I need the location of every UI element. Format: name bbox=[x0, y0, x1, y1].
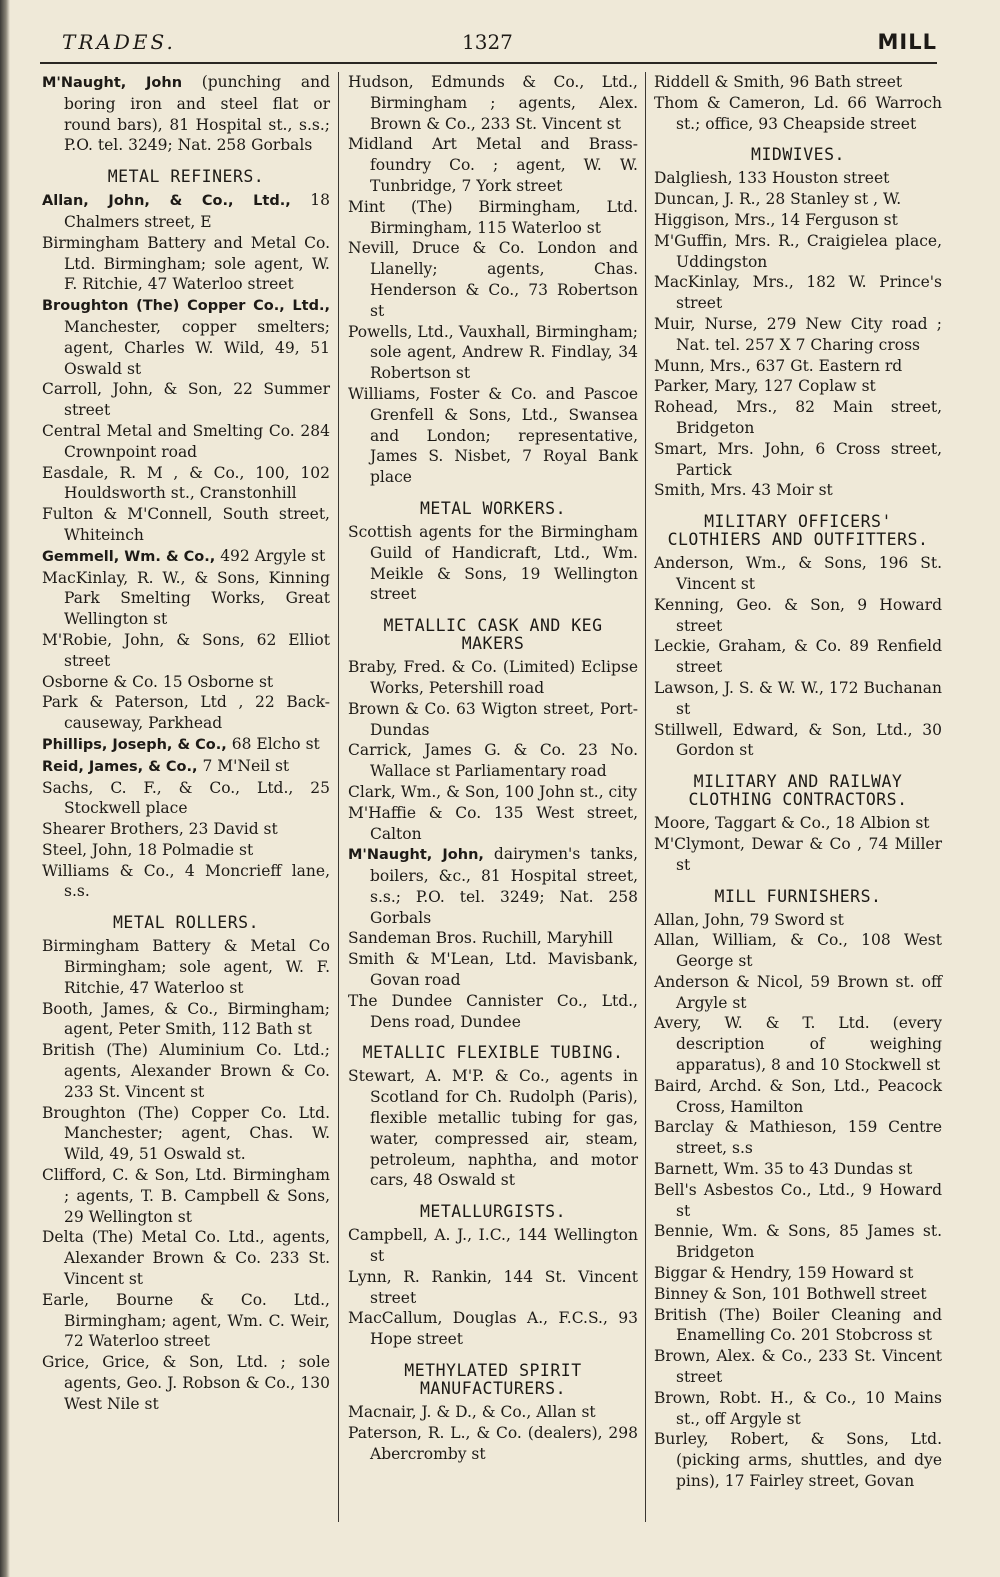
entry-text: 7 M'Neil st bbox=[197, 756, 290, 775]
entry-text: Birmingham Battery & Metal Co Birmingham; sole agent, W. F. Ritchie, 47 Waterloo st bbox=[42, 937, 330, 997]
entry-text: Campbell, A. J., I.C., 144 Wellington st bbox=[348, 1226, 638, 1266]
entry-text: Anderson & Nicol, 59 Brown st. off Argyle st bbox=[654, 972, 942, 1012]
entry-text: Park & Paterson, Ltd , 22 Back-causeway, Parkhead bbox=[42, 693, 330, 733]
directory-entry bbox=[348, 699, 638, 741]
directory-entry bbox=[42, 1103, 330, 1165]
entry-text: Bennie, Wm. & Sons, 85 James st. Bridgeton bbox=[654, 1222, 942, 1262]
entry-text: Muir, Nurse, 279 New City road ; Nat. tel. 257 X 7 Charing cross bbox=[654, 314, 942, 354]
entry-text: MacKinlay, R. W., & Sons, Kinning Park Smelting Works, Great Wellington st bbox=[42, 568, 330, 629]
entry-text: Paterson, R. L., & Co. (dealers), 298 Abercromby st bbox=[348, 1423, 638, 1463]
section-heading: MILITARY OFFICERS' CLOTHIERS AND OUTFITTERS. bbox=[667, 512, 929, 550]
directory-entry bbox=[654, 189, 942, 210]
directory-entry bbox=[654, 972, 942, 1014]
entry-text: Thom & Cameron, Ld. 66 Warroch st.; office, 93 Cheapside street bbox=[654, 93, 942, 133]
directory-entry bbox=[348, 1066, 638, 1191]
entry-text: Broughton (The) Copper Co. Ltd. Manchester; agent, Chas. W. Wild, 49, 51 Oswald st. bbox=[42, 1103, 330, 1164]
directory-entry bbox=[654, 397, 942, 439]
entry-text: Leckie, Graham, & Co. 89 Renfield street bbox=[654, 637, 942, 677]
directory-entry bbox=[654, 1305, 942, 1347]
section-heading: METAL REFINERS. bbox=[107, 167, 265, 187]
directory-entry bbox=[42, 819, 330, 840]
entry-name: Reid, James, & Co., bbox=[42, 758, 198, 775]
entry-text: Smith, Mrs. 43 Moir st bbox=[654, 481, 833, 500]
directory-entry bbox=[654, 1180, 942, 1222]
entry-text: Scottish agents for the Birmingham Guild of Handicraft, Ltd., Wm. Meikle & Sons, 19 Wellington street bbox=[348, 522, 638, 604]
directory-entry bbox=[654, 439, 942, 481]
entry-text: M'Clymont, Dewar & Co , 74 Miller st bbox=[654, 834, 942, 874]
directory-entry bbox=[348, 991, 638, 1033]
directory-entry bbox=[654, 314, 942, 356]
entry-text: Higgison, Mrs., 14 Ferguson st bbox=[654, 210, 898, 229]
section-heading: METALLIC CASK AND KEG MAKERS bbox=[383, 616, 603, 654]
entry-text: Lynn, R. Rankin, 144 St. Vincent street bbox=[348, 1267, 638, 1307]
directory-entry bbox=[42, 463, 330, 505]
directory-entry bbox=[654, 1221, 942, 1263]
entry-text: M'Haffie & Co. 135 West street, Calton bbox=[348, 803, 638, 843]
entry-text: Stewart, A. M'P. & Co., agents in Scotland for Ch. Rudolph (Paris), flexible metallic tubing for gas, water, compressed air, steam, petroleum, naphtha, and motor cars, 48 Oswald st bbox=[348, 1067, 638, 1190]
entry-text: Rohead, Mrs., 82 Main street, Bridgeton bbox=[654, 398, 942, 437]
entry-text: Booth, James, & Co., Birmingham; agent, Peter Smith, 112 Bath st bbox=[42, 999, 330, 1039]
entry-text: Stillwell, Edward, & Son, Ltd., 30 Gordon st bbox=[654, 720, 942, 760]
entry-text: Fulton & M'Connell, South street, Whiteinch bbox=[42, 505, 330, 544]
entry-text: Earle, Bourne & Co. Ltd., Birmingham; agent, Wm. C. Weir, 72 Waterloo street bbox=[42, 1290, 330, 1351]
directory-entry bbox=[654, 168, 942, 189]
entry-text: Baird, Archd. & Son, Ltd., Peacock Cross, Hamilton bbox=[654, 1076, 942, 1116]
entry-text: Clifford, C. & Son, Ltd. Birmingham ; agents, T. B. Campbell & Sons, 29 Wellington st bbox=[42, 1166, 330, 1226]
entry-name: Phillips, Joseph, & Co., bbox=[42, 736, 227, 753]
directory-entry bbox=[654, 636, 942, 678]
section-heading: MILITARY AND RAILWAY CLOTHING CONTRACTORS. bbox=[688, 772, 908, 810]
directory-entry bbox=[654, 376, 942, 397]
entry-text: Munn, Mrs., 637 Gt. Eastern rd bbox=[654, 356, 903, 375]
entry-text: Hudson, Edmunds & Co., Ltd., Birmingham ; agents, Alex. Brown & Co., 233 St. Vincent st bbox=[348, 73, 638, 133]
directory-entry bbox=[42, 190, 330, 233]
entry-text: Birmingham Battery and Metal Co. Ltd. Birmingham; sole agent, W. F. Ritchie, 47 Waterloo street bbox=[42, 233, 330, 294]
entry-text: Allan, William, & Co., 108 West George st bbox=[654, 931, 942, 971]
directory-entry bbox=[42, 233, 330, 295]
section-heading: METAL WORKERS. bbox=[419, 498, 567, 518]
directory-entry bbox=[654, 553, 942, 595]
entry-name: M'Naught, John bbox=[42, 75, 183, 91]
directory-entry bbox=[654, 813, 942, 834]
entry-text: dairymen's tanks, boilers, &c., 81 Hospital street, s.s.; P.O. tel. 3249; Nat. 258 Gorbals bbox=[370, 845, 639, 927]
directory-entry bbox=[348, 928, 638, 949]
section-heading: METALLIC FLEXIBLE TUBING. bbox=[362, 1043, 624, 1063]
entry-text: Macnair, J. & D., & Co., Allan st bbox=[348, 1403, 596, 1422]
entry-text: 18 Chalmers street, E bbox=[64, 191, 331, 231]
entry-name: M'Naught, John, bbox=[348, 847, 484, 864]
directory-entry bbox=[348, 197, 638, 239]
entry-text: Carrick, James G. & Co. 23 No. Wallace st Parliamentary road bbox=[348, 741, 638, 781]
entry-text: Smart, Mrs. John, 6 Cross street, Partick bbox=[654, 439, 942, 479]
entry-text: Braby, Fred. & Co. (Limited) Eclipse Works, Petershill road bbox=[348, 658, 638, 697]
entry-text: Brown & Co. 63 Wigton street, Port-Dundas bbox=[348, 699, 638, 739]
entry-text: Barclay & Mathieson, 159 Centre street, s.s bbox=[654, 1118, 942, 1158]
entry-text: Steel, John, 18 Polmadie st bbox=[42, 840, 254, 859]
directory-entry bbox=[42, 504, 330, 546]
directory-entry bbox=[348, 740, 638, 782]
directory-entry bbox=[42, 630, 330, 672]
directory-entry bbox=[348, 72, 638, 134]
directory-entry bbox=[654, 1159, 942, 1180]
entry-text: Dalgliesh, 133 Houston street bbox=[654, 169, 890, 188]
directory-entry bbox=[42, 1227, 330, 1289]
directory-entry bbox=[348, 949, 638, 991]
column-rule bbox=[338, 72, 339, 1522]
directory-entry bbox=[654, 1013, 942, 1075]
directory-entry bbox=[42, 840, 330, 861]
directory-entry bbox=[42, 72, 330, 156]
directory-entry bbox=[654, 1117, 942, 1159]
section-heading: METALLURGISTS. bbox=[419, 1202, 567, 1222]
entry-text: Lawson, J. S. & W. W., 172 Buchanan st bbox=[654, 678, 942, 718]
directory-entry bbox=[654, 72, 942, 93]
directory-entry bbox=[42, 546, 330, 568]
directory-entry bbox=[42, 778, 330, 820]
directory-entry bbox=[654, 930, 942, 972]
entry-text: Mint (The) Birmingham, Ltd. Birmingham, 115 Waterloo st bbox=[348, 197, 638, 237]
entry-text: Williams & Co., 4 Moncrieff lane, s.s. bbox=[42, 861, 330, 901]
entry-text: Burley, Robert, & Sons, Ltd. (picking arms, shuttles, and dye pins), 17 Fairley street, Govan bbox=[654, 1430, 942, 1491]
entry-text: Central Metal and Smelting Co. 284 Crownpoint road bbox=[42, 421, 330, 461]
directory-entry bbox=[654, 356, 942, 377]
directory-entry bbox=[42, 379, 330, 421]
directory-entry bbox=[348, 803, 638, 845]
entry-text: M'Guffin, Mrs. R., Craigielea place, Uddingston bbox=[654, 231, 942, 271]
entry-text: Smith & M'Lean, Ltd. Mavisbank, Govan road bbox=[348, 950, 638, 990]
section-heading: MIDWIVES. bbox=[751, 145, 845, 165]
directory-entry bbox=[42, 861, 330, 903]
entry-text: Binney & Son, 101 Bothwell street bbox=[654, 1284, 927, 1303]
directory-entry bbox=[348, 522, 638, 605]
directory-entry bbox=[42, 756, 330, 778]
directory-entry bbox=[654, 210, 942, 231]
entry-text: 68 Elcho st bbox=[226, 734, 320, 753]
entry-text: Powells, Ltd., Vauxhall, Birmingham; sole agent, Andrew R. Findlay, 34 Robertson st bbox=[348, 322, 638, 383]
directory-entry bbox=[348, 322, 638, 384]
entry-text: Manchester, copper smelters; agent, Charles W. Wild, 49, 51 Oswald st bbox=[64, 317, 330, 378]
directory-entry bbox=[42, 1040, 330, 1102]
directory-entry bbox=[654, 1263, 942, 1284]
directory-entry bbox=[348, 1402, 638, 1423]
entry-text: Sandeman Bros. Ruchill, Maryhill bbox=[348, 929, 613, 948]
page-header bbox=[62, 30, 937, 60]
directory-entry bbox=[42, 936, 330, 998]
directory-entry bbox=[654, 1346, 942, 1388]
section-heading: MILL FURNISHERS. bbox=[714, 886, 882, 906]
column-1 bbox=[42, 72, 330, 1415]
entry-text: MacKinlay, Mrs., 182 W. Prince's street bbox=[654, 273, 942, 313]
directory-entry bbox=[348, 657, 638, 699]
entry-name: Gemmell, Wm. & Co., bbox=[42, 548, 216, 565]
entry-text: Nevill, Druce & Co. London and Llanelly; agents, Chas. Henderson & Co., 73 Robertson st bbox=[348, 239, 638, 320]
directory-entry bbox=[42, 1290, 330, 1352]
column-rule bbox=[645, 72, 646, 1522]
directory-entry bbox=[348, 1423, 638, 1465]
entry-text: Carroll, John, & Son, 22 Summer street bbox=[42, 380, 330, 420]
entry-text: M'Robie, John, & Sons, 62 Elliot street bbox=[42, 630, 330, 670]
entry-text: Brown, Robt. H., & Co., 10 Mains st., off Argyle st bbox=[654, 1388, 942, 1428]
entry-text: Easdale, R. M , & Co., 100, 102 Houldsworth st., Cranstonhill bbox=[42, 463, 330, 503]
entry-text: Grice, Grice, & Son, Ltd. ; sole agents, Geo. J. Robson & Co., 130 West Nile st bbox=[42, 1353, 330, 1413]
entry-text: MacCallum, Douglas A., F.C.S., 93 Hope street bbox=[348, 1309, 638, 1349]
directory-entry bbox=[348, 134, 638, 196]
header-rule bbox=[40, 62, 937, 64]
directory-entry bbox=[654, 910, 942, 931]
directory-entry bbox=[348, 1267, 638, 1309]
entry-name: Allan, John, & Co., Ltd., bbox=[42, 193, 291, 210]
directory-entry bbox=[654, 1076, 942, 1118]
entry-text: Parker, Mary, 127 Coplaw st bbox=[654, 377, 876, 396]
directory-entry bbox=[348, 1225, 638, 1267]
entry-text: Moore, Taggart & Co., 18 Albion st bbox=[654, 814, 930, 833]
column-3 bbox=[654, 72, 942, 1492]
running-head-left: TRADES. bbox=[62, 30, 176, 54]
page-number: 1327 bbox=[462, 30, 513, 54]
entry-text: Shearer Brothers, 23 David st bbox=[42, 820, 278, 839]
directory-entry bbox=[654, 595, 942, 637]
directory-entry bbox=[42, 421, 330, 463]
entry-text: (punching and boring iron and steel flat or round bars), 81 Hospital st., s.s.; P.O. tel. 3249; Nat. 258 Gorbals bbox=[64, 73, 330, 155]
directory-entry bbox=[654, 480, 942, 501]
directory-entry bbox=[654, 834, 942, 876]
directory-entry bbox=[654, 1388, 942, 1430]
directory-entry bbox=[348, 782, 638, 803]
entry-text: British (The) Boiler Cleaning and Enamelling Co. 201 Stobcross st bbox=[654, 1305, 942, 1345]
directory-entry bbox=[654, 1284, 942, 1305]
directory-entry bbox=[42, 999, 330, 1041]
entry-text: Riddell & Smith, 96 Bath street bbox=[654, 73, 903, 91]
entry-text: Biggar & Hendry, 159 Howard st bbox=[654, 1264, 914, 1283]
entry-text: British (The) Aluminium Co. Ltd.; agents, Alexander Brown & Co. 233 St. Vincent st bbox=[42, 1041, 330, 1101]
directory-entry bbox=[42, 1352, 330, 1414]
directory-entry bbox=[348, 844, 638, 928]
running-head-right: MILL bbox=[877, 30, 937, 54]
directory-entry bbox=[654, 231, 942, 273]
entry-text: Allan, John, 79 Sword st bbox=[654, 910, 844, 929]
column-2 bbox=[348, 72, 638, 1464]
entry-text: Midland Art Metal and Brass-foundry Co. ; agent, W. W. Tunbridge, 7 York street bbox=[348, 135, 638, 195]
entry-text: Osborne & Co. 15 Osborne st bbox=[42, 672, 274, 691]
directory-entry bbox=[42, 672, 330, 693]
entry-text: Sachs, C. F., & Co., Ltd., 25 Stockwell place bbox=[42, 778, 330, 818]
entry-text: Barnett, Wm. 35 to 43 Dundas st bbox=[654, 1160, 913, 1179]
directory-entry bbox=[42, 295, 330, 379]
directory-entry bbox=[348, 238, 638, 321]
entry-text: Delta (The) Metal Co. Ltd., agents, Alexander Brown & Co. 233 St. Vincent st bbox=[42, 1228, 330, 1289]
directory-entry bbox=[42, 568, 330, 630]
entry-text: Kenning, Geo. & Son, 9 Howard street bbox=[654, 595, 942, 635]
section-heading: METHYLATED SPIRIT MANUFACTURERS. bbox=[404, 1361, 582, 1399]
entry-name: Broughton (The) Copper Co., Ltd., bbox=[42, 298, 330, 315]
directory-entry bbox=[654, 1429, 942, 1491]
entry-text: 492 Argyle st bbox=[215, 546, 326, 565]
directory-entry bbox=[42, 1165, 330, 1227]
entry-text: Bell's Asbestos Co., Ltd., 9 Howard st bbox=[654, 1180, 942, 1220]
directory-entry bbox=[654, 93, 942, 135]
directory-entry bbox=[348, 384, 638, 488]
page-binding-edge bbox=[0, 0, 10, 1577]
entry-text: Brown, Alex. & Co., 233 St. Vincent street bbox=[654, 1347, 942, 1387]
entry-text: Anderson, Wm., & Sons, 196 St. Vincent st bbox=[654, 554, 942, 593]
entry-text: The Dundee Cannister Co., Ltd., Dens road, Dundee bbox=[348, 991, 638, 1031]
directory-entry bbox=[42, 692, 330, 734]
directory-entry bbox=[42, 734, 330, 756]
entry-text: Williams, Foster & Co. and Pascoe Grenfell & Sons, Ltd., Swansea and London; representative, James S. Nisbet, 7 Royal Bank place bbox=[348, 384, 638, 487]
directory-entry bbox=[654, 678, 942, 720]
section-heading: METAL ROLLERS. bbox=[112, 913, 260, 933]
entry-text: Clark, Wm., & Son, 100 John st., city bbox=[348, 782, 638, 801]
entry-text: Duncan, J. R., 28 Stanley st , W. bbox=[654, 190, 902, 209]
directory-entry bbox=[654, 720, 942, 762]
directory-entry bbox=[654, 272, 942, 314]
entry-text: Avery, W. & T. Ltd. (every description of weighing apparatus), 8 and 10 Stockwell st bbox=[654, 1014, 942, 1075]
directory-entry bbox=[348, 1308, 638, 1350]
